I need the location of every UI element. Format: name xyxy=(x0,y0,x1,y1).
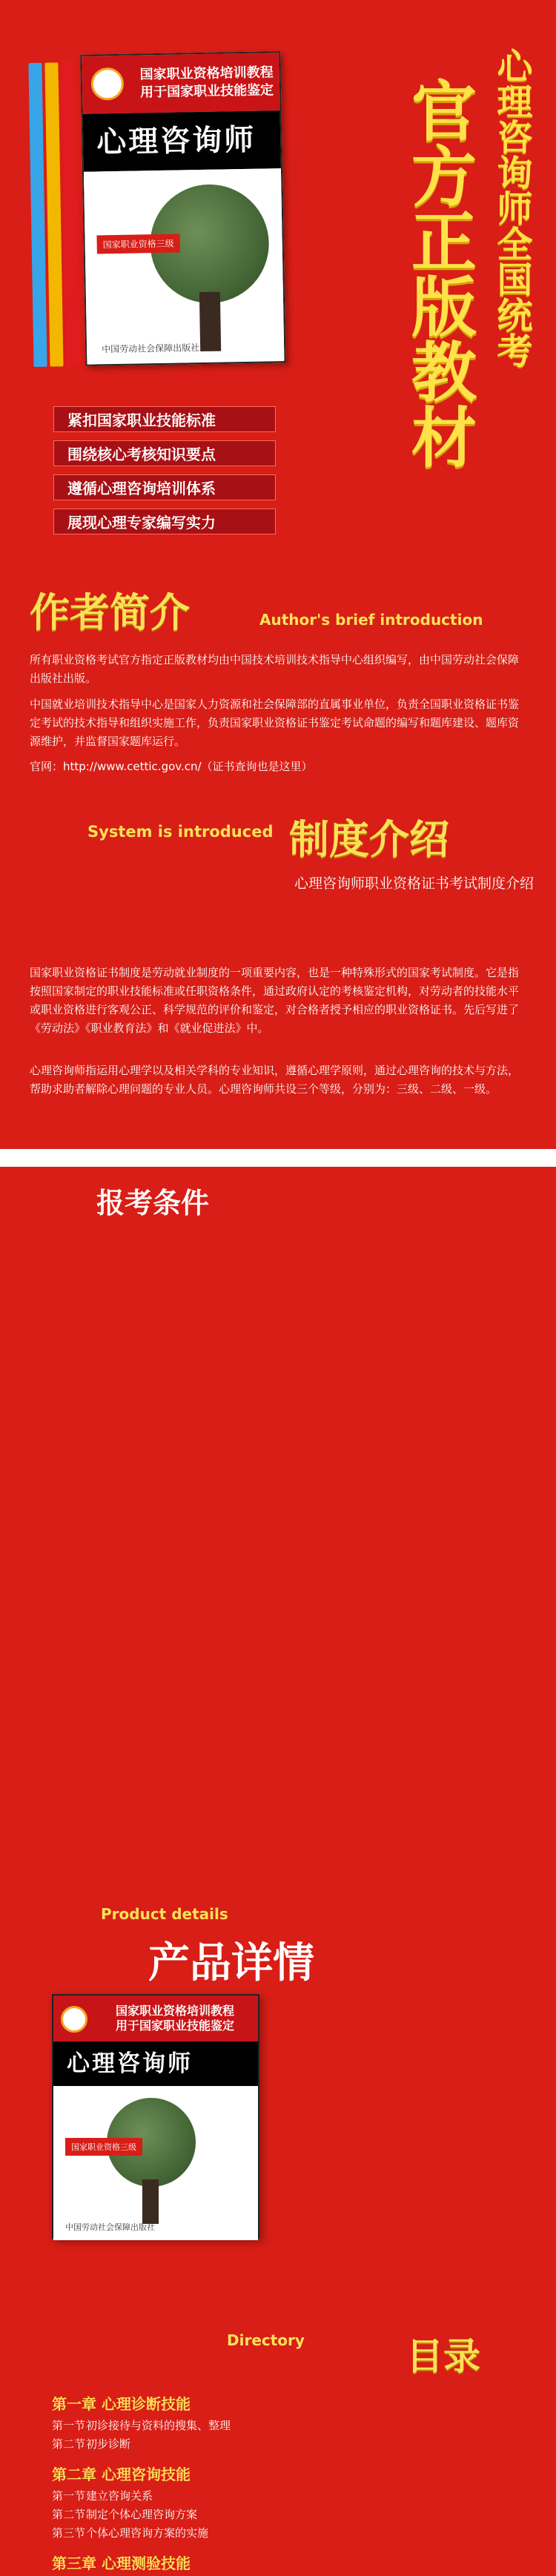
cover-image xyxy=(84,168,284,363)
cover-title: 心理咨询师 xyxy=(83,110,281,172)
hero-section xyxy=(0,0,556,563)
section-text: 建立咨询关系 xyxy=(86,2489,153,2503)
book-cover xyxy=(80,51,285,366)
cover-level-label: 国家职业资格三级 xyxy=(65,2138,142,2156)
product-section xyxy=(0,1905,556,2331)
directory-section xyxy=(0,2331,556,2576)
cover-image xyxy=(53,2086,258,2240)
vertical-title: 心理咨询师全国统考 xyxy=(491,47,532,368)
feature-item: 遵循心理咨询培训体系 xyxy=(53,474,276,500)
cover-title: 心理咨询师 xyxy=(53,2042,258,2086)
author-paragraph-1: 所有职业资格考试官方指定正版教材均由中国技术培训技术指导中心组织编写，由中国劳动社会保障出版社出版。 xyxy=(30,653,520,685)
author-section xyxy=(0,563,556,964)
conditions-title: 报考条件 xyxy=(96,1187,210,1219)
section-number: 第一节 xyxy=(52,2489,86,2503)
section-line xyxy=(52,2524,423,2543)
product-book-cover xyxy=(52,1994,259,2239)
author-site: 官网：http://www.cettic.gov.cn/（证书查询也是这里） xyxy=(30,760,313,773)
section-line xyxy=(52,2487,423,2506)
directory-title: 目录 xyxy=(406,2335,480,2378)
cover-seal-icon xyxy=(91,67,125,101)
cover-seal-icon xyxy=(61,2006,87,2033)
section-text: 初步诊断 xyxy=(86,2437,131,2451)
section-text: 初诊接待与资料的搜集、整理 xyxy=(86,2419,231,2432)
product-title-en: Product details xyxy=(101,1905,228,1923)
hero-book xyxy=(28,44,290,386)
author-title: 作者简介 xyxy=(30,589,190,636)
section-number: 第三节 xyxy=(52,2526,86,2540)
product-book xyxy=(52,1994,259,2239)
chapter-title: 第二章 心理咨询技能 xyxy=(52,2466,191,2483)
author-paragraph-2: 中国就业培训技术指导中心是国家人力资源和社会保障部的直属事业单位，负责全国职业资格证书鉴定考试的技术指导和组织实施工作，负责国家职业资格证书鉴定考试命题的编写和题库建设、题库资源维护，并监督国家题库运行。 xyxy=(30,698,520,748)
vertical-subtitle: 官方正版教材 xyxy=(401,77,477,468)
cover-top-line-1: 国家职业资格培训教程 xyxy=(139,64,274,83)
chapter-title: 第一章 心理诊断技能 xyxy=(52,2395,191,2413)
cover-level-label: 国家职业资格三级 xyxy=(96,234,179,254)
chapter-title: 第三章 心理测验技能 xyxy=(52,2555,191,2572)
section-line xyxy=(52,2506,423,2524)
feature-item: 展现心理专家编写实力 xyxy=(53,509,276,534)
table-of-contents xyxy=(52,2383,423,2576)
feature-item: 围绕核心考核知识要点 xyxy=(53,440,276,466)
section-number: 第二节 xyxy=(52,2508,86,2521)
feature-item: 紧扣国家职业技能标准 xyxy=(53,406,276,432)
section-number: 第二节 xyxy=(52,2437,86,2451)
section-text: 制定个体心理咨询方案 xyxy=(86,2508,198,2521)
system-section xyxy=(0,964,556,1149)
section-text: 个体心理咨询方案的实施 xyxy=(86,2526,209,2540)
section-line xyxy=(52,2417,423,2435)
cover-header xyxy=(82,53,279,114)
tree-trunk xyxy=(142,2179,159,2224)
feature-list xyxy=(53,406,276,543)
cover-top-line-1: 国家职业资格培训教程 xyxy=(115,2004,234,2018)
cover-publisher: 中国劳动社会保障出版社 xyxy=(102,342,200,355)
cover-publisher: 中国劳动社会保障出版社 xyxy=(65,2222,155,2232)
cover-top-line-2: 用于国家职业技能鉴定 xyxy=(115,2019,234,2033)
product-title: 产品详情 xyxy=(148,1939,314,1987)
section-number: 第一节 xyxy=(52,2419,86,2432)
cover-top-line-2: 用于国家职业技能鉴定 xyxy=(139,82,274,101)
author-title-en: Author's brief introduction xyxy=(259,611,483,629)
cover-header xyxy=(53,1996,258,2042)
section-line xyxy=(52,2435,423,2454)
system-paragraph-1: 国家职业资格证书制度是劳动就业制度的一项重要内容，也是一种特殊形式的国家考试制度。它是指按照国家制定的职业技能标准或任职资格条件，通过政府认定的考核鉴定机构，对劳动者的技能水平或职业资格进行客观公正、科学规范的评价和鉴定，对合格者授予相应的职业资格证书。先后写进了《劳动法》《职业教育法》和《就业促进法》中。 xyxy=(30,966,520,1035)
system-title: 制度介绍 xyxy=(289,816,449,863)
system-paragraph-2: 心理咨询师指运用心理学以及相关学科的专业知识，遵循心理学原则，通过心理咨询的技术与方法，帮助求助者解除心理问题的专业人员。心理咨询师共设三个等级，分别为：三级、二级、一级。 xyxy=(30,1064,520,1096)
system-subtitle: 心理咨询师职业资格证书考试制度介绍 xyxy=(294,875,534,892)
directory-title-en: Directory xyxy=(227,2331,305,2349)
conditions-section xyxy=(0,1149,556,1905)
system-title-en: System is introduced xyxy=(87,823,274,841)
